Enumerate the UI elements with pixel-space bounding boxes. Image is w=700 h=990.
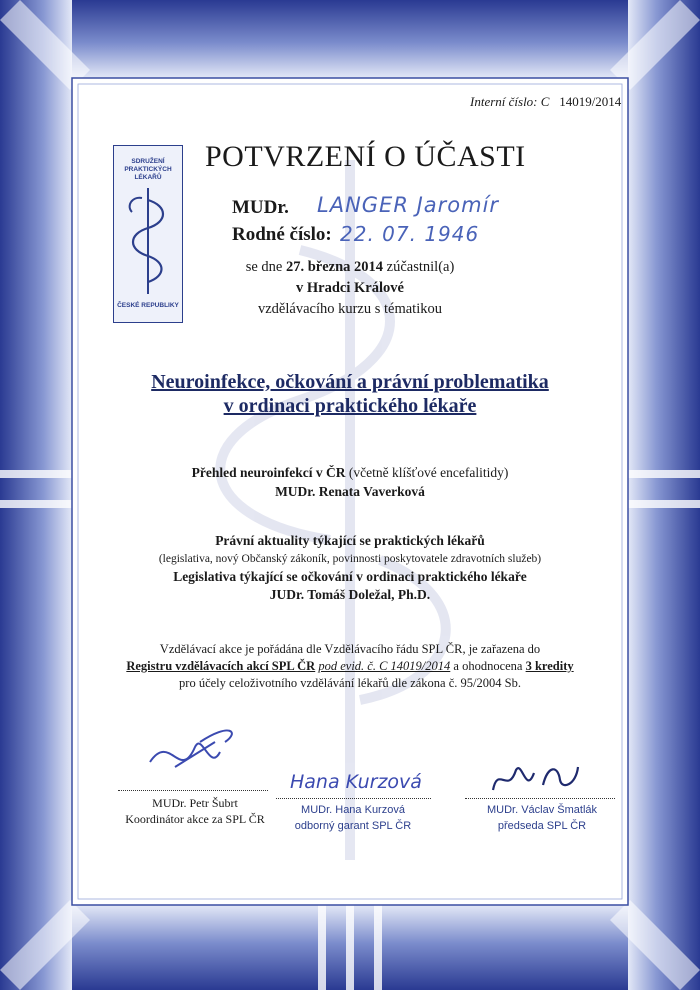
person-name: LANGER Jaromír — [317, 193, 500, 217]
spl-logo — [113, 145, 183, 323]
course-title-line2: v ordinaci praktického lékaře — [223, 395, 477, 417]
accreditation — [90, 641, 610, 692]
signatory-3-name: MUDr. Václav Šmatlák — [486, 804, 598, 816]
signatory-2-name: MUDr. Hana Kurzová — [301, 804, 405, 816]
signatory-1 — [110, 795, 280, 827]
signature-line-2 — [276, 798, 431, 799]
svg-text:Hana Kurzová: Hana Kurzová — [290, 771, 422, 793]
internal-number-value: 14019/2014 — [559, 94, 622, 109]
signatory-2 — [268, 802, 438, 834]
person-prefix: MUDr. — [232, 197, 289, 218]
birth-number-label: Rodné číslo: — [232, 224, 332, 245]
lecture-3-title: Legislativa týkající se očkování v ordinaci praktického lékaře — [173, 569, 527, 584]
lecture-2 — [90, 532, 610, 604]
event-date: 27. března 2014 — [285, 259, 384, 275]
signatory-1-role: Koordinátor akce za SPL ČR — [125, 812, 265, 826]
birth-number-value: 22. 07. 1946 — [340, 222, 480, 246]
event-place: v Hradci Králové — [296, 280, 404, 296]
signature-line-1 — [118, 790, 268, 791]
lecture-2-title: Právní aktuality týkající se praktických lékařů — [215, 533, 485, 548]
lecture-1-note: (včetně klíšťové encefalitidy) — [345, 465, 509, 480]
lecture-1 — [90, 463, 610, 501]
event-info — [190, 257, 510, 320]
lecture-3-speaker: JUDr. Tomáš Doležal, Ph.D. — [269, 587, 431, 602]
event-line1-pre: se dne — [245, 259, 286, 275]
signatory-1-name: MUDr. Petr Šubrt — [152, 796, 238, 810]
internal-number-label: Interní číslo: C — [470, 94, 550, 109]
signatory-2-role: odborný garant SPL ČR — [294, 820, 412, 832]
signature-line-3 — [465, 798, 615, 799]
logo-line2: PRAKTICKÝCH LÉKAŘŮ — [124, 166, 172, 181]
lecture-1-title: Přehled neuroinfekcí v ČR — [191, 465, 346, 480]
logo-line1: SDRUŽENÍ — [131, 158, 165, 165]
accreditation-rated: a ohodnocena — [453, 659, 523, 673]
lecture-1-speaker: MUDr. Renata Vaverková — [275, 484, 425, 499]
page-title: POTVRZENÍ O ÚČASTI — [205, 140, 526, 173]
course-title-line1: Neuroinfekce, očkování a právní problematika — [151, 371, 549, 393]
accreditation-line3: pro účely celoživotního vzdělávání lékařů dle zákona č. 95/2004 Sb. — [179, 676, 521, 690]
credits: 3 kredity — [525, 659, 574, 673]
signature-petr-subrt — [140, 722, 250, 792]
event-line1-post: zúčastnil(a) — [383, 259, 455, 275]
signature-hana-kurzova — [288, 760, 438, 800]
evid-number: pod evid. č. C 14019/2014 — [318, 659, 451, 673]
lecture-2-subtitle: (legislativa, nový Občanský zákoník, povinnosti poskytovatele zdravotních služeb) — [158, 553, 542, 565]
logo-line3: ČESKÉ REPUBLIKY — [117, 302, 179, 309]
registry-name: Registru vzdělávacích akcí SPL ČR — [126, 659, 316, 673]
accreditation-line1: Vzdělávací akce je pořádána dle Vzdělávacího řádu SPL ČR, je zařazena do — [159, 642, 541, 656]
course-title — [90, 370, 610, 418]
event-line3: vzdělávacího kurzu s tématikou — [257, 301, 442, 317]
caduceus-icon — [114, 182, 182, 302]
signatory-3-role: předseda SPL ČR — [497, 820, 587, 832]
signatory-3 — [457, 802, 627, 834]
internal-number — [470, 94, 621, 110]
